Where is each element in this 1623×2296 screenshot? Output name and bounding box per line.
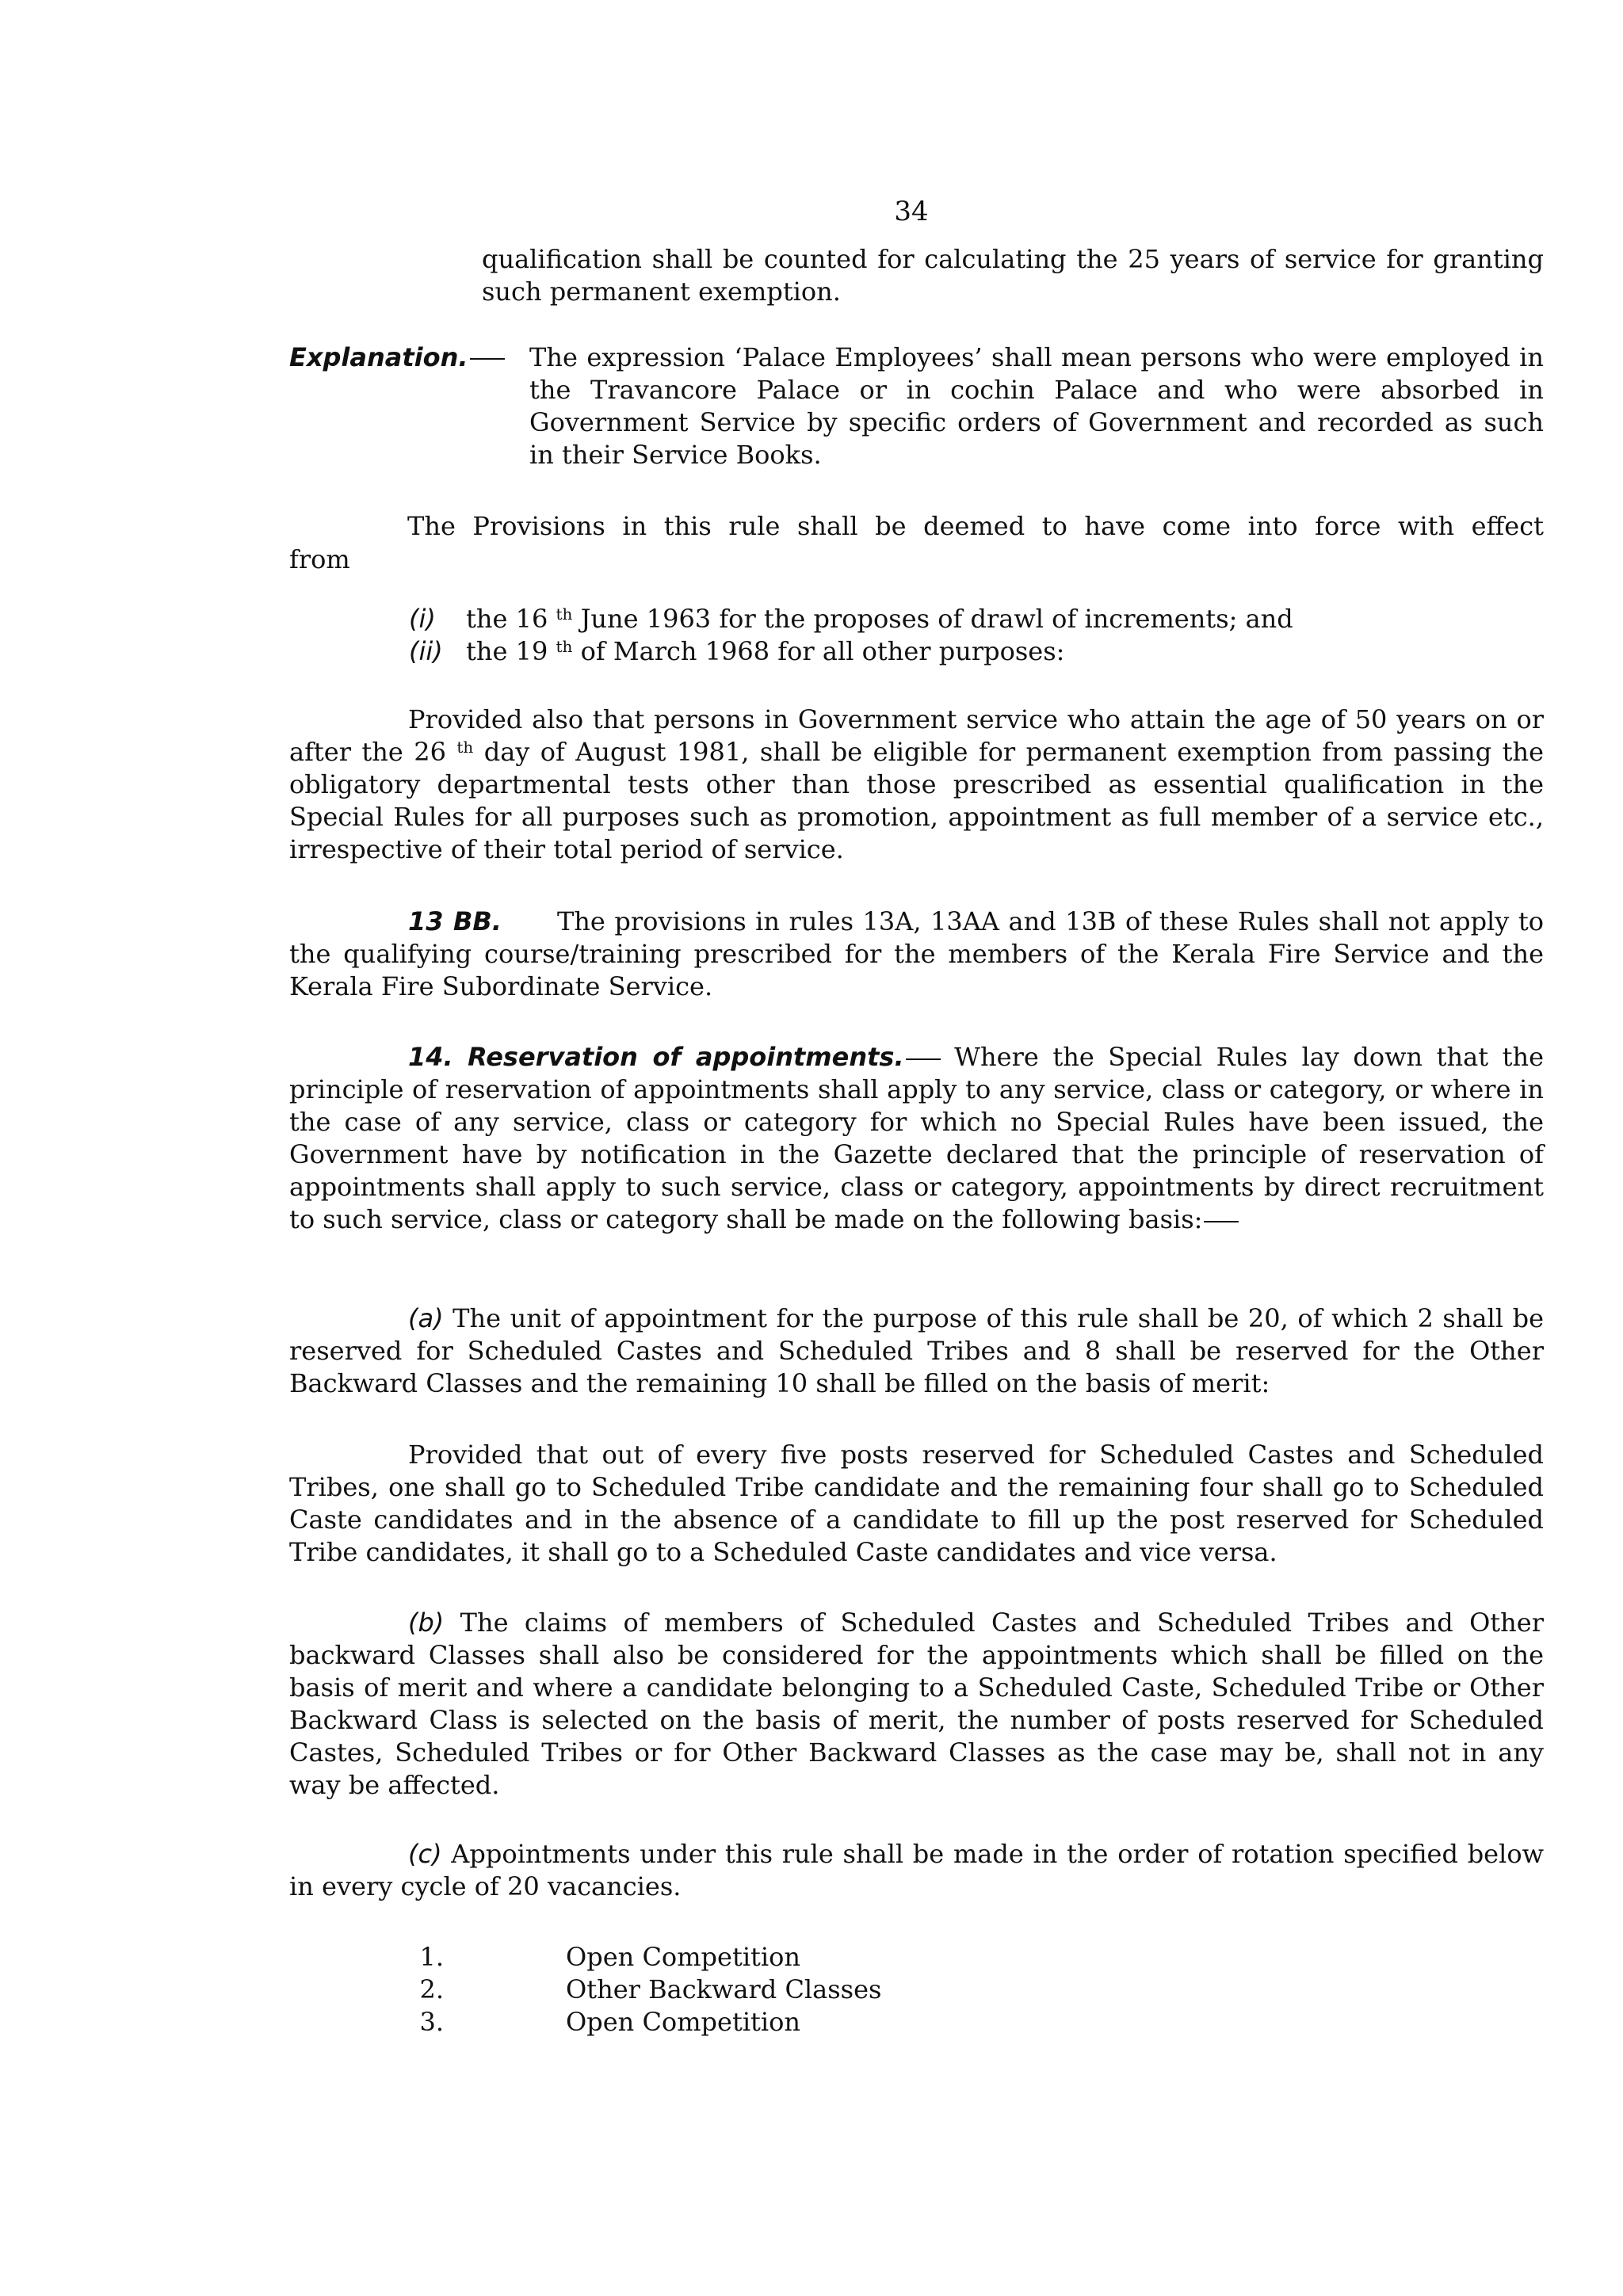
page-number: 34 — [894, 196, 929, 227]
explanation-label: Explanation. — [289, 342, 468, 372]
rotation-number: 1. — [419, 1942, 444, 1972]
proviso-age-50-post: day of August 1981, shall be eligible for permanent exemption from passing the obligatory departmental tests other than those prescribed as essential qualification in the Special Rules for all purposes such as promotion, appointment as full member of a service etc., irrespective of their total period of service. — [289, 737, 1545, 864]
explanation-heading — [289, 341, 505, 374]
provisions-intro-line: The Provisions in this rule shall be deemed to have come into force with effect — [407, 511, 1544, 541]
rule-14-paragraph — [289, 1041, 1544, 1236]
clause-b-text: The claims of members of Scheduled Castes and Scheduled Tribes and Other backward Classes shall also be considered for the appointments which shall be filled on the basis of merit and where a candidate belonging to a Scheduled Caste, Scheduled Tribe or Other Backward Class is selected on the basis of merit, the number of posts reserved for Scheduled Castes, Scheduled Tribes or for Other Backward Classes as the case may be, shall not in any way be affected. — [289, 1608, 1544, 1800]
ordinal-suffix: th — [456, 738, 474, 757]
clause-c-label: (c) — [408, 1839, 442, 1869]
em-dash-rule — [1204, 1221, 1239, 1222]
effect-date-item — [409, 603, 1518, 635]
proviso-age-50-pre: Provided also that persons in Government service who attain the age of 50 years on or after the 26 — [289, 704, 1544, 767]
proviso-age-50-paragraph — [289, 704, 1544, 866]
effect-date-post: June 1963 for the proposes of drawl of increments; and — [580, 604, 1293, 634]
rule-14-text: Where the Special Rules lay down that the principle of reservation of appointments shall apply to any service, class or category, or where in the case of any service, class or category for which no Special Rules have been issued, the Government have by notification in the Gazette declared that the principle of reservation of appointments shall apply to such service, class or category, appointments by direct recruitment to such service, class or category shall be made on the following basis: — [289, 1042, 1545, 1234]
ordinal-suffix: th — [556, 637, 573, 656]
effect-date-post: of March 1968 for all other purposes: — [580, 636, 1065, 666]
clause-c-text: Appointments under this rule shall be made in the order of rotation specified below in every cycle of 20 vacancies. — [289, 1839, 1545, 1901]
clause-a-paragraph — [289, 1302, 1544, 1400]
rotation-category: Other Backward Classes — [566, 1974, 882, 2004]
rule-13bb-paragraph — [289, 906, 1544, 1003]
em-dash-rule — [470, 358, 505, 360]
effect-date-label: (ii) — [409, 636, 443, 666]
continuation-paragraph: qualification shall be counted for calculating the 25 years of service for granting such permanent exemption. — [482, 244, 1544, 307]
rotation-number: 2. — [419, 1974, 444, 2004]
proviso-a-paragraph: Provided that out of every five posts reserved for Scheduled Castes and Scheduled Tribes, one shall go to Scheduled Tribe candidate and the remaining four shall go to Scheduled Caste candidates and in the absence of a candidate to fill up the post reserved for Scheduled Tribe candidates, it shall go to a Scheduled Caste candidates and vice versa. — [289, 1440, 1544, 1567]
clause-a-text: The unit of appointment for the purpose of this rule shall be 20, of which 2 shall be reserved for Scheduled Castes and Scheduled Tribes and 8 shall be reserved for the Other Backward Classes and the remaining 10 shall be filled on the basis of merit: — [289, 1303, 1545, 1398]
effect-date-text — [466, 635, 1064, 668]
clause-b-label: (b) — [408, 1608, 445, 1638]
effect-date-pre: the 19 — [466, 636, 548, 666]
clause-c-paragraph — [289, 1838, 1544, 1903]
clause-b-paragraph — [289, 1607, 1544, 1802]
rotation-category: Open Competition — [566, 1942, 801, 1972]
effect-date-label: (i) — [409, 604, 436, 634]
em-dash-rule — [906, 1058, 941, 1060]
rotation-item — [412, 1974, 1125, 2006]
ordinal-suffix: th — [556, 605, 573, 624]
rotation-item — [412, 2006, 1125, 2039]
rule-13bb-label: 13 BB. — [408, 906, 502, 936]
effect-date-text — [466, 603, 1293, 635]
effect-date-item — [409, 635, 1518, 668]
rule-14-heading: 14. Reservation of appointments. — [408, 1042, 904, 1072]
clause-a-label: (a) — [408, 1303, 444, 1333]
rotation-item — [412, 1941, 1125, 1974]
rule-13bb-text: The provisions in rules 13A, 13AA and 13B of these Rules shall not apply to the qualifying course/training prescribed for the members of the Kerala Fire Service and the Kerala Fire Subordinate Service. — [289, 906, 1545, 1001]
effect-date-pre: the 16 — [466, 604, 548, 634]
provisions-intro-from: from — [289, 544, 350, 574]
explanation-text: The expression ‘Palace Employees’ shall mean persons who were employed in the Travancore Palace or in cochin Palace and who were absorbed in Government Service by specific orders of Government and recorded as such in their Service Books. — [529, 342, 1544, 470]
rotation-category: Open Competition — [566, 2007, 801, 2037]
rotation-number: 3. — [419, 2007, 444, 2037]
